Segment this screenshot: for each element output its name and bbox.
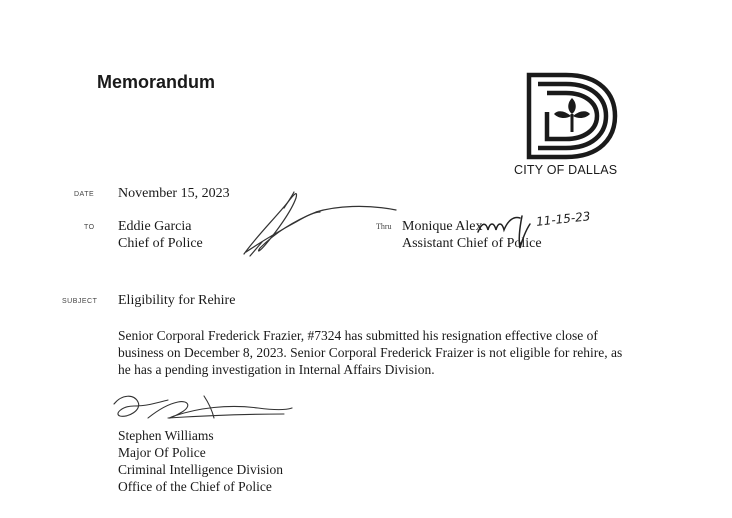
to-title: Chief of Police: [118, 236, 203, 251]
author-signature: [108, 388, 298, 428]
author-name: Stephen Williams: [118, 428, 214, 443]
logo-caption: CITY OF DALLAS: [514, 163, 618, 177]
memo-title: Memorandum: [97, 72, 216, 92]
signature-block: [118, 427, 283, 495]
memo-body-paragraph: Senior Corporal Frederick Frazier, #7324 has submitted his resignation effective close of business on December 8, 2023. Senior Corporal Frederick Fraizer is not eligible for rehire, as he has a pending investigation in Internal Affairs Division.: [118, 328, 623, 377]
thru-name: Monique Alex: [402, 219, 483, 234]
thru-handwritten-date: 11-15-23: [535, 209, 592, 229]
author-division: Criminal Intelligence Division: [118, 462, 283, 477]
thru-title: Assistant Chief of Police: [402, 236, 542, 251]
date-value: November 15, 2023: [118, 186, 230, 201]
city-of-dallas-logo: [526, 72, 618, 160]
to-name: Eddie Garcia: [118, 219, 192, 234]
subject-value: Eligibility for Rehire: [118, 293, 236, 308]
author-rank: Major Of Police: [118, 445, 206, 460]
to-label: TO: [84, 224, 95, 231]
date-label: DATE: [74, 191, 95, 198]
author-office: Office of the Chief of Police: [118, 479, 272, 494]
subject-label: SUBJECT: [62, 298, 98, 305]
thru-label: Thru: [376, 222, 392, 231]
